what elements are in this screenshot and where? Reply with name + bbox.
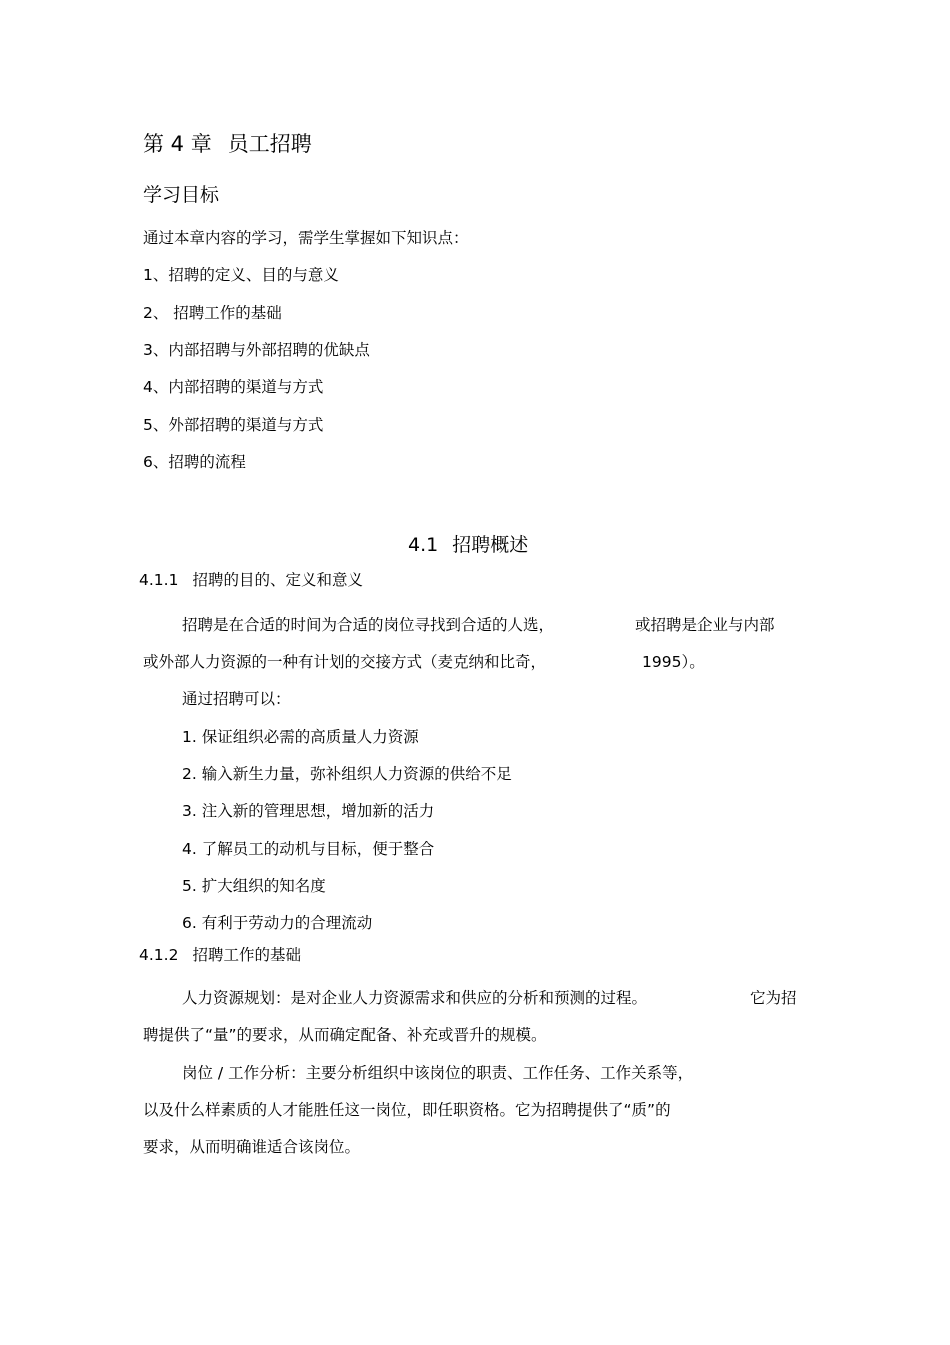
subsection-name: 招聘的目的、定义和意义	[192, 571, 363, 589]
chapter-title	[143, 128, 312, 158]
subsection-number: 4.1.2	[139, 946, 179, 964]
objective-item: 6、招聘的流程	[143, 453, 246, 471]
paragraph-line: 人力资源规划：是对企业人力资源需求和供应的分析和预测的过程。	[182, 989, 648, 1007]
through-text: 通过招聘可以：	[182, 690, 291, 708]
benefit-item: 3. 注入新的管理思想，增加新的活力	[182, 802, 435, 820]
paragraph-line: 岗位 / 工作分析：主要分析组织中该岗位的职责、工作任务、工作关系等，	[182, 1064, 694, 1082]
subsection-name: 招聘工作的基础	[192, 946, 301, 964]
section-title	[408, 530, 528, 557]
paragraph-line: 或招聘是企业与内部	[635, 616, 775, 634]
objective-item: 1、招聘的定义、目的与意义	[143, 266, 339, 284]
benefit-item: 5. 扩大组织的知名度	[182, 877, 326, 895]
objective-item: 5、外部招聘的渠道与方式	[143, 416, 324, 434]
paragraph-line: 它为招	[750, 989, 797, 1007]
subsection-number: 4.1.1	[139, 571, 179, 589]
subsection-title	[139, 943, 301, 965]
objectives-heading: 学习目标	[143, 184, 220, 206]
paragraph-line: 要求，从而明确谁适合该岗位。	[143, 1138, 361, 1156]
paragraph-line: 1995）。	[642, 653, 705, 671]
paragraph-line: 聘提供了“量”的要求，从而确定配备、补充或晋升的规模。	[143, 1026, 547, 1044]
section-name: 招聘概述	[452, 534, 529, 556]
objective-item: 2、 招聘工作的基础	[143, 304, 282, 322]
objectives-intro: 通过本章内容的学习，需学生掌握如下知识点：	[143, 229, 469, 247]
paragraph-line: 以及什么样素质的人才能胜任这一岗位，即任职资格。它为招聘提供了“质”的	[143, 1101, 671, 1119]
objective-item: 4、内部招聘的渠道与方式	[143, 378, 324, 396]
benefit-item: 4. 了解员工的动机与目标，便于整合	[182, 840, 435, 858]
chapter-number: 第 4 章	[143, 132, 212, 156]
objective-item: 3、内部招聘与外部招聘的优缺点	[143, 341, 370, 359]
chapter-name: 员工招聘	[227, 132, 312, 156]
subsection-title	[139, 568, 363, 590]
benefit-item: 1. 保证组织必需的高质量人力资源	[182, 728, 419, 746]
paragraph-line: 招聘是在合适的时间为合适的岗位寻找到合适的人选，	[182, 616, 555, 634]
paragraph-line: 或外部人力资源的一种有计划的交接方式（麦克纳和比奇，	[143, 653, 547, 671]
section-number: 4.1	[408, 534, 439, 556]
benefit-item: 6. 有利于劳动力的合理流动	[182, 914, 373, 932]
benefit-item: 2. 输入新生力量，弥补组织人力资源的供给不足	[182, 765, 512, 783]
